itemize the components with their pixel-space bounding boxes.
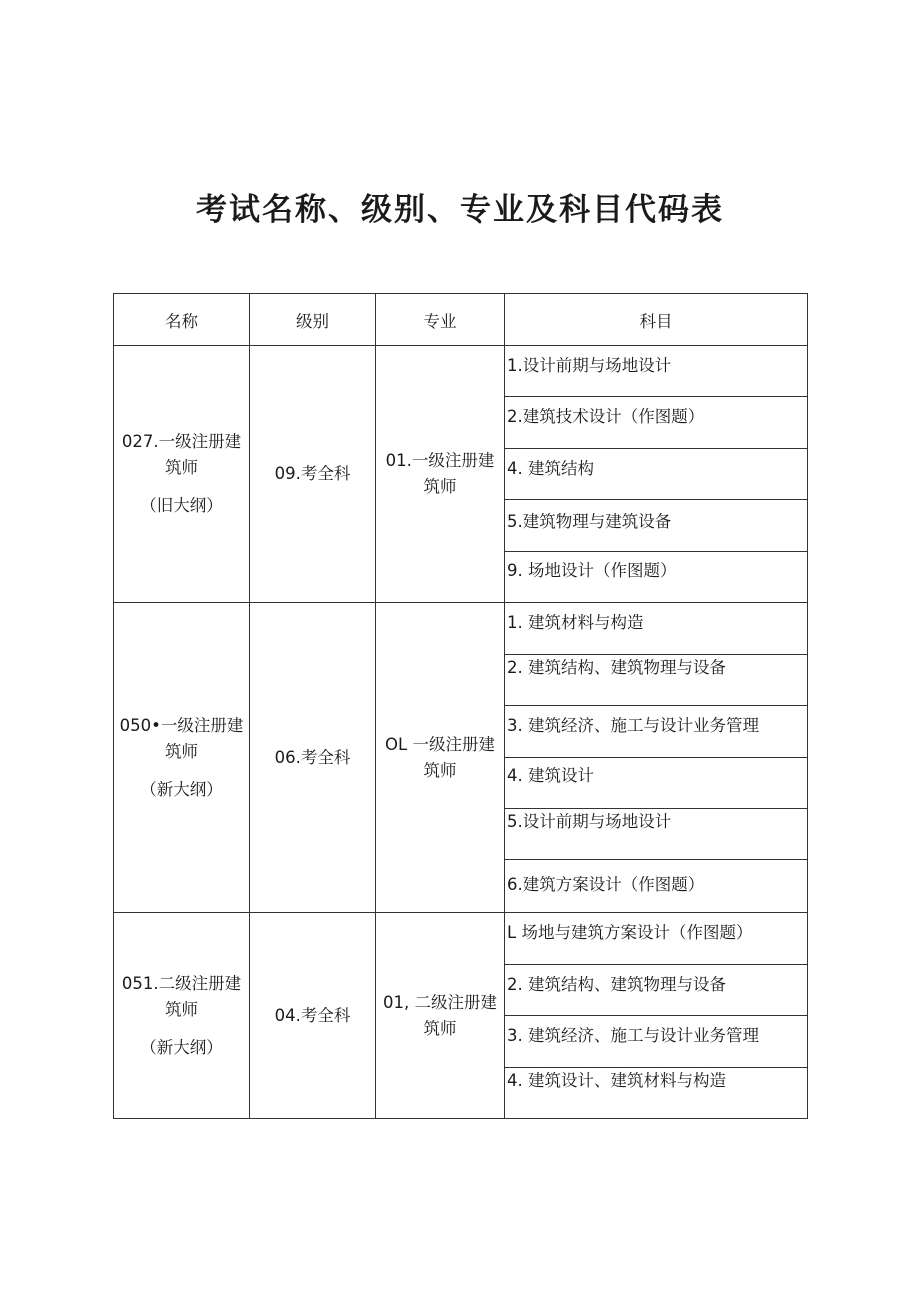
page-title: 考试名称、级别、专业及科目代码表 [196, 192, 724, 228]
subject-cell: 2. 建筑结构、建筑物理与设备 [505, 655, 808, 706]
syllabus-note: （新大纲） [140, 779, 223, 799]
exam-code-table [113, 293, 808, 1119]
subject-cell: 1. 建筑材料与构造 [505, 603, 808, 655]
name-cell [114, 913, 250, 1119]
level-cell: 06.考全科 [250, 603, 376, 913]
major-line: OL 一级注册建 [385, 734, 495, 754]
subject-cell: 1.设计前期与场地设计 [505, 346, 808, 397]
subject-cell: 5.设计前期与场地设计 [505, 809, 808, 860]
major-line: 筑师 [423, 760, 457, 780]
subject-cell: 4. 建筑结构 [505, 449, 808, 500]
major-line: 筑师 [423, 477, 457, 496]
subject-cell: 6.建筑方案设计（作图题） [505, 860, 808, 913]
table-row [114, 346, 808, 397]
header-major: 专业 [376, 294, 505, 346]
major-line: 筑师 [423, 1018, 457, 1038]
subject-cell: 2.建筑技术设计（作图题） [505, 397, 808, 449]
subject-cell: 5.建筑物理与建筑设备 [505, 500, 808, 552]
level-cell: 04.考全科 [250, 913, 376, 1119]
subject-cell: 2. 建筑结构、建筑物理与设备 [505, 965, 808, 1016]
name-cell [114, 346, 250, 603]
subject-cell: 4. 建筑设计 [505, 758, 808, 809]
major-cell [376, 913, 505, 1119]
name-line: 051.二级注册建 [121, 973, 242, 993]
major-cell [376, 346, 505, 603]
header-level: 级别 [250, 294, 376, 346]
major-line: 01.一级注册建 [385, 451, 495, 470]
syllabus-note: （旧大纲） [140, 496, 223, 515]
major-cell [376, 603, 505, 913]
header-name: 名称 [114, 294, 250, 346]
name-line: 筑师 [165, 741, 198, 761]
name-line: 027.一级注册建 [121, 432, 242, 451]
subject-cell: 4. 建筑设计、建筑材料与构造 [505, 1068, 808, 1119]
subject-cell: 9. 场地设计（作图题） [505, 552, 808, 603]
name-line: 050•一级注册建 [119, 715, 244, 735]
table-row [114, 603, 808, 655]
major-line: 01, 二级注册建 [383, 992, 497, 1012]
header-subject: 科目 [505, 294, 808, 346]
subject-cell: L 场地与建筑方案设计（作图题） [505, 913, 808, 965]
name-line: 筑师 [165, 458, 198, 477]
name-line: 筑师 [165, 999, 198, 1019]
table-row [114, 913, 808, 965]
subject-cell: 3. 建筑经济、施工与设计业务管理 [505, 1016, 808, 1068]
table-header-row [114, 294, 808, 346]
level-cell: 09.考全科 [250, 346, 376, 603]
syllabus-note: （新大纲） [140, 1037, 223, 1057]
subject-cell: 3. 建筑经济、施工与设计业务管理 [505, 706, 808, 758]
name-cell [114, 603, 250, 913]
